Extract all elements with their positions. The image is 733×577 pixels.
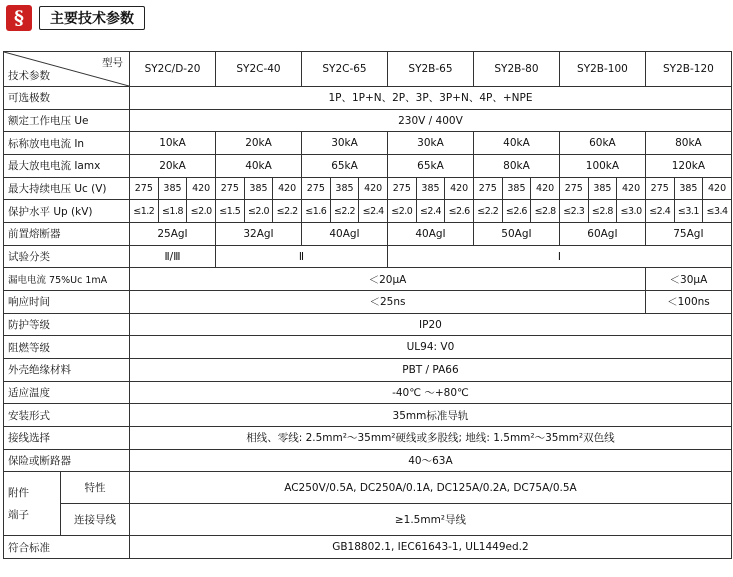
cell: 32AgⅠ: [216, 223, 302, 246]
model-header: SY2B-120: [645, 52, 731, 87]
model-header: SY2C-40: [216, 52, 302, 87]
cell: ≤2.3: [559, 200, 588, 223]
cell: 40AgⅠ: [388, 223, 474, 246]
cell: 40kA: [473, 132, 559, 155]
cell: 80kA: [645, 132, 731, 155]
row-label: 外壳绝缘材料: [4, 359, 130, 382]
row-label: 额定工作电压 Ue: [4, 109, 130, 132]
table-row: [4, 381, 732, 404]
row-label: 标称放电电流 In: [4, 132, 130, 155]
row-value: ⅠP20: [130, 313, 732, 336]
cell: ≤2.8: [531, 200, 560, 223]
row-label: 防护等级: [4, 313, 130, 336]
row-label: 前置熔断器: [4, 223, 130, 246]
row-value: GB18802.1, ⅠEC61643-1, UL1449ed.2: [130, 536, 732, 559]
cell: 385: [674, 177, 703, 200]
table-row: [4, 536, 732, 559]
row-label: 最大放电电流 Iamx: [4, 155, 130, 178]
cell: 275: [473, 177, 502, 200]
cell: 275: [130, 177, 159, 200]
cell: ≤1.6: [302, 200, 331, 223]
cell: 420: [703, 177, 732, 200]
cell: ≤3.1: [674, 200, 703, 223]
row-label: 保护水平 Up (kV): [4, 200, 130, 223]
cell: 120kA: [645, 155, 731, 178]
row-label: 符合标准: [4, 536, 130, 559]
cell: 65kA: [302, 155, 388, 178]
cell: ≤2.2: [330, 200, 359, 223]
table-row: [4, 268, 732, 291]
row-label: 接线选择: [4, 427, 130, 450]
cell: 20kA: [216, 132, 302, 155]
cell: ≤2.0: [187, 200, 216, 223]
table-row: [4, 359, 732, 382]
table-row: [4, 132, 732, 155]
cell: ≤2.8: [588, 200, 617, 223]
table-row: [4, 449, 732, 472]
cell: 385: [158, 177, 187, 200]
model-header: SY2B-80: [473, 52, 559, 87]
cell: Ⅰ: [388, 245, 732, 268]
cell: 385: [502, 177, 531, 200]
row-value: 230V / 400V: [130, 109, 732, 132]
table-header-row: [4, 52, 732, 87]
cell: ≤1.2: [130, 200, 159, 223]
cell: ≤2.6: [502, 200, 531, 223]
row-label: 保险或断路器: [4, 449, 130, 472]
cell: ≤2.4: [359, 200, 388, 223]
section-header: [6, 5, 145, 31]
table-row: [4, 313, 732, 336]
model-header: SY2C/D-20: [130, 52, 216, 87]
cell: ≤3.0: [617, 200, 646, 223]
accessory-label-line1: 附件: [8, 486, 29, 499]
corner-model-label: 型号: [102, 57, 123, 69]
cell: 50AgⅠ: [473, 223, 559, 246]
table-row: [4, 291, 732, 314]
cell: 420: [187, 177, 216, 200]
row-value: PBT / PA66: [130, 359, 732, 382]
cell: ≤2.2: [473, 200, 502, 223]
cell: ≤3.4: [703, 200, 732, 223]
cell: ＜20μA: [130, 268, 646, 291]
row-value: ≥1.5mm²导线: [130, 504, 732, 536]
table-row: [4, 336, 732, 359]
cell: 30kA: [302, 132, 388, 155]
accessory-label: [4, 472, 61, 536]
table-row: [4, 177, 732, 200]
spec-table: [3, 51, 732, 559]
row-label: 试验分类: [4, 245, 130, 268]
row-label: 可选极数: [4, 87, 130, 110]
table-row: [4, 427, 732, 450]
model-header: SY2C-65: [302, 52, 388, 87]
cell: 385: [416, 177, 445, 200]
row-label: 适应温度: [4, 381, 130, 404]
row-label: 阻燃等级: [4, 336, 130, 359]
sub-label: 特性: [61, 472, 130, 504]
cell: 10kA: [130, 132, 216, 155]
section-sign-icon: §: [6, 5, 32, 31]
cell: 385: [244, 177, 273, 200]
corner-cell: [4, 52, 130, 87]
table-row: [4, 245, 732, 268]
cell: 25AgⅠ: [130, 223, 216, 246]
table-row: [4, 404, 732, 427]
cell: 420: [531, 177, 560, 200]
row-label: 安装形式: [4, 404, 130, 427]
cell: ≤2.2: [273, 200, 302, 223]
table-row: [4, 200, 732, 223]
cell: 65kA: [388, 155, 474, 178]
table-row: [4, 155, 732, 178]
cell: ≤2.4: [416, 200, 445, 223]
section-title: 主要技术参数: [39, 6, 145, 30]
cell: ≤1.5: [216, 200, 245, 223]
cell: 420: [273, 177, 302, 200]
cell: 100kA: [559, 155, 645, 178]
table-row: [4, 109, 732, 132]
cell: Ⅱ/Ⅲ: [130, 245, 216, 268]
cell: 275: [216, 177, 245, 200]
cell: 60kA: [559, 132, 645, 155]
corner-param-label: 技术参数: [8, 70, 50, 82]
cell: 275: [645, 177, 674, 200]
cell: ＜25ns: [130, 291, 646, 314]
cell: 420: [445, 177, 474, 200]
cell: ≤2.4: [645, 200, 674, 223]
row-value: UL94: V0: [130, 336, 732, 359]
cell: ≤2.0: [244, 200, 273, 223]
cell: ≤2.6: [445, 200, 474, 223]
cell: 420: [359, 177, 388, 200]
cell: 40kA: [216, 155, 302, 178]
cell: ＜100ns: [645, 291, 731, 314]
row-value: -40℃ ～+80℃: [130, 381, 732, 404]
row-value: 40～63A: [130, 449, 732, 472]
model-header: SY2B-65: [388, 52, 474, 87]
table-row: [4, 87, 732, 110]
cell: 20kA: [130, 155, 216, 178]
row-value: 相线、零线: 2.5mm²～35mm²硬线或多股线; 地线: 1.5mm²～35mm²双色线: [130, 427, 732, 450]
row-label: 响应时间: [4, 291, 130, 314]
cell: ≤2.0: [388, 200, 417, 223]
model-header: SY2B-100: [559, 52, 645, 87]
cell: 30kA: [388, 132, 474, 155]
table-row: [4, 504, 732, 536]
row-value: AC250V/0.5A, DC250A/0.1A, DC125A/0.2A, DC75A/0.5A: [130, 472, 732, 504]
row-value: 35mm标准导轨: [130, 404, 732, 427]
cell: 385: [588, 177, 617, 200]
cell: 275: [559, 177, 588, 200]
cell: 75AgⅠ: [645, 223, 731, 246]
cell: 60AgⅠ: [559, 223, 645, 246]
accessory-label-line2: 端子: [8, 508, 29, 521]
row-label: 漏电电流 75%Uc 1mA: [4, 268, 130, 291]
sub-label: 连接导线: [61, 504, 130, 536]
cell: 80kA: [473, 155, 559, 178]
cell: 420: [617, 177, 646, 200]
table-row: [4, 223, 732, 246]
cell: ≤1.8: [158, 200, 187, 223]
cell: 275: [388, 177, 417, 200]
row-value: 1P、1P+N、2P、3P、3P+N、4P、+NPE: [130, 87, 732, 110]
cell: ＜30μA: [645, 268, 731, 291]
cell: 275: [302, 177, 331, 200]
cell: 40AgⅠ: [302, 223, 388, 246]
cell: 385: [330, 177, 359, 200]
row-label: 最大持续电压 Uc (V): [4, 177, 130, 200]
cell: Ⅱ: [216, 245, 388, 268]
table-row: [4, 472, 732, 504]
